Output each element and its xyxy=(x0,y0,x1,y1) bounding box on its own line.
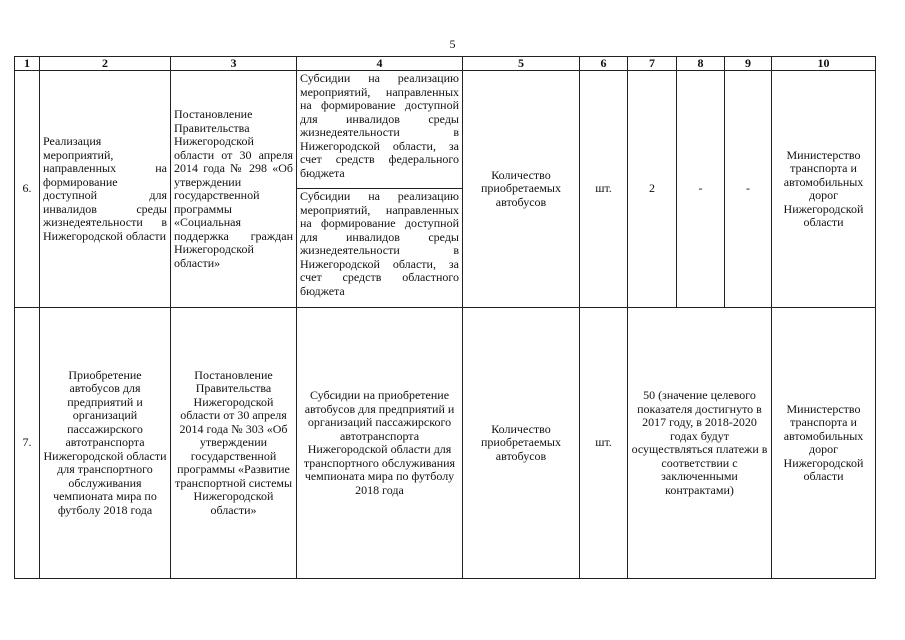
header-cell: 3 xyxy=(171,57,297,71)
page-number: 5 xyxy=(449,37,456,51)
document-cell: Постановление Правительства Нижегородской области от 30 апреля 2014 года № 298 «Об утверждении государственной программы «Социальная поддержка граждан Нижегородской области» xyxy=(171,71,297,308)
header-cell: 10 xyxy=(772,57,876,71)
header-row xyxy=(15,57,876,71)
measure-cell: Реализация мероприятий, направленных на формирование доступной для инвалидов среды жизнедеятельности в Нижегородской области xyxy=(40,71,171,308)
subsidy-federal-cell: Субсидии на реализацию мероприятий, направленных на формирование доступной для инвалидов среды жизнедеятельности в Нижегородской области, за счет средств федерального бюджета xyxy=(297,71,463,189)
row-number: 6. xyxy=(15,71,40,308)
table-row xyxy=(15,71,876,189)
document-table xyxy=(14,56,876,579)
header-cell: 2 xyxy=(40,57,171,71)
subsidy-regional-cell: Субсидии на реализацию мероприятий, направленных на формирование доступной для инвалидов среды жизнедеятельности в Нижегородской области, за счет средств областного бюджета xyxy=(297,189,463,308)
table-row xyxy=(15,308,876,579)
document-cell: Постановление Правительства Нижегородской области от 30 апреля 2014 года № 303 «Об утверждении государственной программы «Развитие транспортной системы Нижегородской области» xyxy=(171,308,297,579)
subsidy-cell: Субсидии на приобретение автобусов для предприятий и организаций пассажирского автотранспорта Нижегородской области для транспортного обслуживания чемпионата мира по футболу 2018 года xyxy=(297,308,463,579)
header-cell: 8 xyxy=(677,57,725,71)
header-cell: 7 xyxy=(628,57,677,71)
indicator-cell: Количество приобретаемых автобусов xyxy=(463,71,580,308)
header-cell: 6 xyxy=(580,57,628,71)
unit-cell: шт. xyxy=(580,71,628,308)
unit-cell: шт. xyxy=(580,308,628,579)
header-cell: 5 xyxy=(463,57,580,71)
ministry-cell: Министерство транспорта и автомобильных дорог Нижегородской области xyxy=(772,71,876,308)
merged-value-cell: 50 (значение целевого показателя достигнуто в 2017 году, в 2018-2020 годах будут осуществляться платежи в соответствии с заключенными контрактами) xyxy=(628,308,772,579)
header-cell: 4 xyxy=(297,57,463,71)
header-cell: 1 xyxy=(15,57,40,71)
indicator-cell: Количество приобретаемых автобусов xyxy=(463,308,580,579)
ministry-cell: Министерство транспорта и автомобильных дорог Нижегородской области xyxy=(772,308,876,579)
measure-cell: Приобретение автобусов для предприятий и организаций пассажирского автотранспорта Нижегородской области для транспортного обслуживания чемпионата мира по футболу 2018 года xyxy=(40,308,171,579)
header-cell: 9 xyxy=(725,57,772,71)
row-number: 7. xyxy=(15,308,40,579)
value-col8-cell: - xyxy=(677,71,725,308)
value-col9-cell: - xyxy=(725,71,772,308)
value-col7-cell: 2 xyxy=(628,71,677,308)
